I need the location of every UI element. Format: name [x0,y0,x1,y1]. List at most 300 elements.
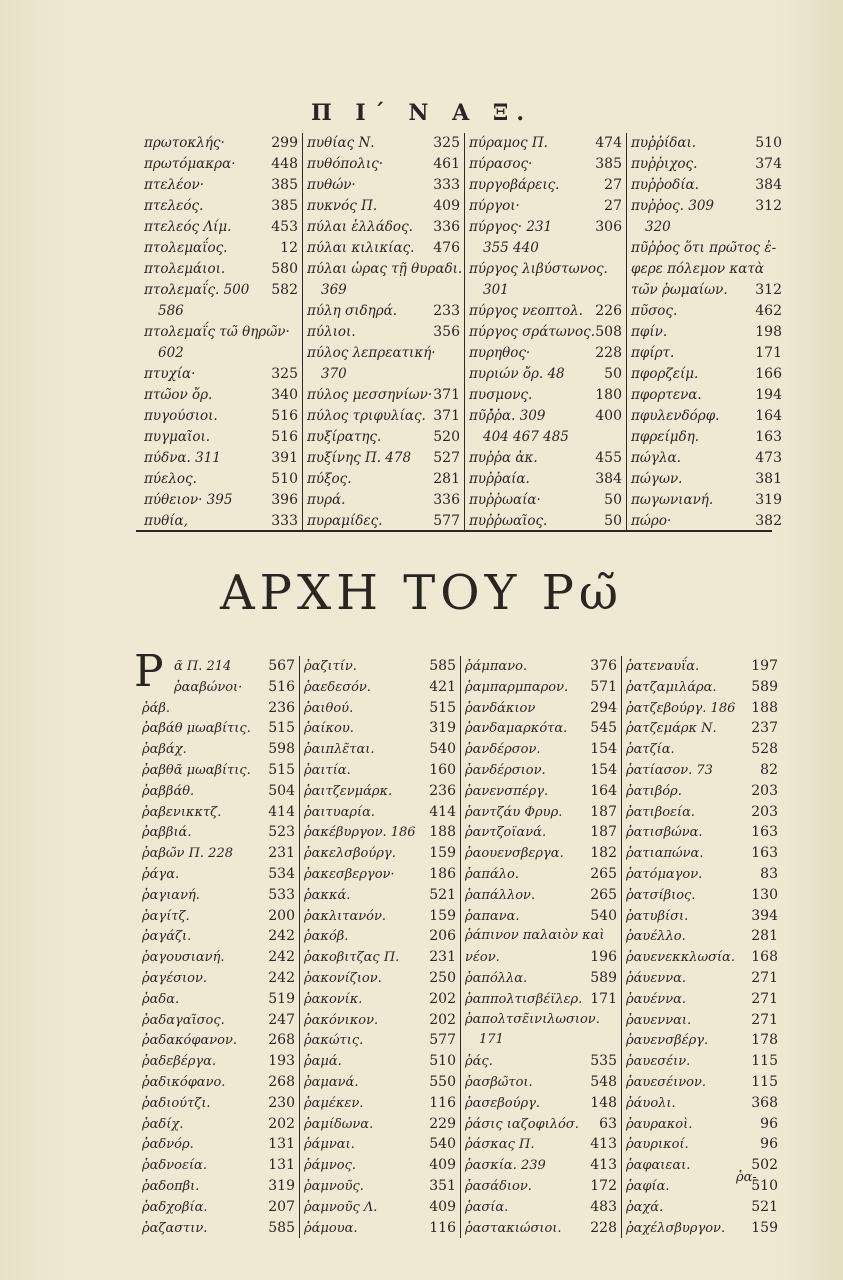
index-entry [140,511,302,532]
index-entry [140,469,302,490]
index-entry [461,656,621,677]
entry-term: ῥαδνόρ. [142,1137,194,1153]
entry-term: πύδνα. 311 [144,450,221,466]
entry-page-number: 598 [268,741,295,758]
entry-page-number: 577 [429,1032,456,1049]
entry-page-number: 571 [590,678,617,695]
index-entry [622,1010,782,1031]
index-column [626,133,786,532]
entry-term: ῥάσις ιαζοφιλόσ. [465,1116,579,1132]
index-entry [303,133,464,154]
entry-page-number: 582 [271,282,298,298]
entry-page-number: 233 [433,303,460,319]
entry-term: ῥαδεβέργα. [142,1054,217,1070]
entry-term: ῥάυεννα. [626,970,687,986]
index-entry [303,427,464,448]
entry-page-number: 163 [755,429,782,445]
entry-term: νέον. [465,950,500,966]
index-entry [303,217,464,238]
entry-term: 370 [321,366,347,382]
entry-term: ῥάμνος. [304,1158,357,1174]
index-entry [140,448,302,469]
index-entry [622,1218,782,1239]
entry-term: ῥαγέσιον. [142,970,207,986]
entry-term: πυξίρατης. [307,429,382,445]
entry-term: πτολεμαΐς. 500 [144,282,250,298]
index-entry [622,1072,782,1093]
index-entry [300,926,460,947]
entry-page-number: 540 [429,1136,456,1153]
entry-page-number: 340 [271,387,298,403]
entry-term: πφυλενδόρφ. [631,408,720,424]
index-entry [138,739,299,760]
entry-page-number: 228 [590,1219,617,1236]
entry-page-number: 504 [268,782,295,799]
index-entry [300,947,460,968]
entry-term: πυῤῥωαία· [469,492,541,508]
entry-page-number: 382 [755,513,782,529]
entry-term: ῥαππολτισβέϊλερ. [465,991,583,1007]
entry-page-number: 168 [751,949,778,966]
index-entry [627,175,786,196]
entry-page-number: 188 [429,824,456,841]
entry-page-number: 371 [433,408,460,424]
entry-page-number: 312 [755,282,782,298]
entry-term: ῥασάδιον. [465,1178,532,1194]
entry-term: ῥακόβ. [304,929,349,945]
entry-page-number: 351 [429,1177,456,1194]
entry-term: ῥαββιά. [142,825,192,841]
entry-page-number: 242 [268,969,295,986]
index-entry [300,781,460,802]
index-entry [138,906,299,927]
entry-term: ῥάβ. [142,700,171,716]
entry-page-number: 580 [271,261,298,277]
index-entry [465,490,626,511]
index-entry [461,1010,621,1031]
entry-page-number: 294 [590,699,617,716]
entry-page-number: 414 [429,803,456,820]
entry-page-number: 231 [429,949,456,966]
index-entry [465,448,626,469]
entry-term: ῥαμπαρμπαρον. [465,679,569,695]
entry-term: ῥάς. [465,1054,493,1070]
entry-term: ῥατιαπώνα. [626,846,704,862]
index-entry [461,677,621,698]
entry-page-number: 268 [268,1073,295,1090]
entry-term: φερε πόλεμον κατὰ [631,261,764,277]
index-entry [461,885,621,906]
entry-page-number: 510 [271,471,298,487]
index-column [134,646,299,1238]
entry-page-number: 171 [590,990,617,1007]
entry-term: πύλος τριφυλίας. [307,408,426,424]
entry-term: ῥακόνικον. [304,1012,379,1028]
entry-term: ῥαστακιώσιοι. [465,1220,562,1236]
entry-term: ῥαιπλε̃ται. [304,742,375,758]
entry-term: ῥαπάλλον. [465,887,536,903]
entry-page-number: 163 [751,824,778,841]
index-entry [300,1155,460,1176]
entry-page-number: 187 [590,824,617,841]
entry-page-number: 510 [429,1053,456,1070]
index-entry [622,1051,782,1072]
entry-page-number: 226 [595,303,622,319]
entry-term: ῥαντζοϊανά. [465,825,547,841]
entry-term: πυθίας Ν. [307,135,375,151]
entry-term: ῥαδιούτζι. [142,1095,211,1111]
entry-term: πυραμίδες. [307,513,383,529]
entry-page-number: 63 [599,1115,617,1132]
index-entry [138,1051,299,1072]
index-column [621,656,782,1238]
index-entry [303,196,464,217]
index-entry [627,343,786,364]
index-entry [300,885,460,906]
catchword: ῥα- [736,1170,757,1185]
index-entry [300,843,460,864]
entry-term: ῥαδνοεία. [142,1158,207,1174]
entry-page-number: 319 [755,492,782,508]
index-entry [140,238,302,259]
index-entry [138,1134,299,1155]
entry-page-number: 172 [590,1177,617,1194]
index-entry [138,989,299,1010]
index-entry [627,511,786,532]
entry-term: ῥαδακόφανον. [142,1033,238,1049]
index-entry [303,469,464,490]
entry-term: πφίρτ. [631,345,675,361]
index-entry [140,322,302,343]
entry-term: πυθών· [307,177,356,193]
index-entry [140,301,302,322]
entry-page-number: 455 [595,450,622,466]
entry-term: πφρείμδη. [631,429,700,445]
entry-page-number: 461 [433,156,460,172]
index-entry [627,196,786,217]
entry-page-number: 154 [590,741,617,758]
entry-term: ῥαιτία. [304,762,351,778]
entry-term: ῥατόμαγον. [626,866,703,882]
entry-page-number: 421 [429,678,456,695]
index-entry [300,760,460,781]
index-entry [138,698,299,719]
entry-term: ῥαμανά. [304,1074,359,1090]
entry-page-number: 409 [429,1157,456,1174]
index-entry [140,427,302,448]
index-entry [461,1134,621,1155]
index-entry [465,385,626,406]
entry-page-number: 453 [271,219,298,235]
entry-page-number: 202 [268,1115,295,1132]
entry-page-number: 116 [429,1094,456,1111]
index-entry [461,1051,621,1072]
index-entry [622,677,782,698]
index-entry [465,301,626,322]
index-entry [627,448,786,469]
index-entry [140,217,302,238]
index-entry [465,322,626,343]
section-divider [136,530,772,532]
index-entry [627,301,786,322]
index-entry [461,1176,621,1197]
index-entry [303,385,464,406]
index-entry [465,511,626,532]
entry-term: ῥαμίδωνα. [304,1116,374,1132]
entry-term: ῥαμέκεν. [304,1095,364,1111]
entry-term: ῥάπινον παλαιὸν καὶ [465,928,605,944]
entry-term: πυθία, [144,513,188,529]
entry-page-number: 159 [751,1219,778,1236]
index-entry [138,1072,299,1093]
entry-term: ῥαιτζενμάρκ. [304,783,393,799]
entry-term: 369 [321,282,347,298]
index-entry [622,1197,782,1218]
index-entry [622,926,782,947]
index-entry [300,1093,460,1114]
entry-page-number: 535 [590,1053,617,1070]
entry-page-number: 131 [268,1136,295,1153]
entry-term: ῥασκία. 239 [465,1158,546,1174]
entry-term: πύραμος Π. [469,135,548,151]
index-entry [465,133,626,154]
entry-page-number: 271 [751,1011,778,1028]
entry-term: πώγλα. [631,450,681,466]
entry-page-number: 197 [751,658,778,674]
entry-page-number: 550 [429,1073,456,1090]
entry-term: ῥαβθᾶ μωαβίτις. [142,762,251,778]
index-entry [461,864,621,885]
index-entry [303,511,464,532]
entry-page-number: 228 [595,345,622,361]
entry-page-number: 448 [271,156,298,172]
index-entry [138,802,299,823]
entry-page-number: 198 [755,324,782,340]
index-entry [300,1197,460,1218]
entry-page-number: 160 [429,761,456,778]
entry-page-number: 194 [755,387,782,403]
index-entry [300,968,460,989]
index-entry [461,822,621,843]
index-entry [140,343,302,364]
entry-page-number: 413 [590,1136,617,1153]
entry-term: πυ̃ῤῥος ὅτι πρω̃τος ἐ- [631,240,777,256]
entry-term: ῥακώτις. [304,1033,364,1049]
entry-term: ῥασβω̃τοι. [465,1074,533,1090]
entry-term: πφορζείμ. [631,366,699,382]
entry-page-number: 265 [590,865,617,882]
entry-page-number: 409 [433,198,460,214]
entry-term: πφίν. [631,324,668,340]
entry-page-number: 391 [271,450,298,466]
entry-page-number: 171 [755,345,782,361]
entry-term: ῥαυέννα. [626,991,687,1007]
entry-term: ῥαβω̃ν Π. 228 [142,846,233,862]
entry-page-number: 356 [433,324,460,340]
entry-page-number: 306 [595,219,622,235]
entry-term: ῥατιβοεία. [626,804,696,820]
entry-term: ῥαβάχ. [142,742,187,758]
index-entry [622,1155,782,1176]
index-column [140,133,302,532]
entry-term: πύθειον· 395 [144,492,233,508]
entry-term: πυγούσιοι. [144,408,218,424]
entry-term: ῥακονίζιον. [304,970,382,986]
index-entry [138,843,299,864]
top-index-block [140,133,786,532]
index-entry [465,343,626,364]
entry-term: πυρηθος· [469,345,531,361]
index-entry [138,718,299,739]
index-entry [138,1155,299,1176]
entry-term: 355 440 [483,240,539,256]
entry-term: ῥαυέλλο. [626,929,686,945]
entry-page-number: 250 [429,969,456,986]
index-entry [138,947,299,968]
entry-term: ῥακεσβεργον· [304,866,395,882]
entry-page-number: 519 [268,990,295,1007]
entry-term: ῥαυενναι. [626,1012,692,1028]
index-entry [303,322,464,343]
entry-page-number: 229 [429,1115,456,1132]
entry-term: πτυχία· [144,366,196,382]
entry-page-number: 534 [268,865,295,882]
index-column [464,133,626,532]
entry-page-number: 325 [271,366,298,382]
entry-page-number: 237 [751,720,778,737]
index-entry [627,259,786,280]
entry-page-number: 473 [755,450,782,466]
index-entry [303,448,464,469]
index-entry [461,718,621,739]
index-entry [300,1030,460,1051]
index-entry [622,1176,782,1197]
entry-page-number: 374 [755,156,782,172]
entry-page-number: 159 [429,845,456,862]
index-entry [140,406,302,427]
entry-term: πύργος σράτωνος. [469,324,595,340]
entry-page-number: 381 [755,471,782,487]
index-entry [138,1010,299,1031]
entry-page-number: 516 [268,678,295,695]
entry-term: ῥακκά. [304,887,351,903]
entry-term: πύλος λεπρεατική· [307,345,436,361]
entry-term: ῥανδέρσιον. [465,762,546,778]
entry-page-number: 271 [751,990,778,1007]
index-entry [465,364,626,385]
entry-term: ῥαουενσβεργα. [465,846,564,862]
index-entry [300,1134,460,1155]
index-entry [622,802,782,823]
entry-term: πρωτοκλής· [144,135,225,151]
index-entry [300,989,460,1010]
entry-term: ῥαυενεκκλωσία. [626,950,735,966]
entry-page-number: 154 [590,761,617,778]
entry-page-number: 271 [751,969,778,986]
entry-page-number: 131 [268,1157,295,1174]
entry-page-number: 515 [268,761,295,778]
entry-page-number: 203 [751,782,778,799]
entry-page-number: 385 [271,198,298,214]
entry-term: ῥαδικόφανο. [142,1074,226,1090]
entry-page-number: 476 [433,240,460,256]
index-entry [300,1218,460,1239]
entry-page-number: 50 [604,492,622,508]
entry-term: πτω̃ον ὄρ. [144,387,213,403]
entry-page-number: 400 [595,408,622,424]
entry-term: πύλος μεσσηνίων· [307,387,433,403]
entry-term: ῥαδαγαι̃σος. [142,1012,225,1028]
entry-term: ῥαπάλο. [465,866,519,882]
entry-page-number: 540 [590,907,617,924]
entry-page-number: 202 [429,990,456,1007]
entry-term: 171 [479,1032,504,1048]
entry-term: πύργος λιβύστωνος. [469,261,608,277]
entry-term: ῥαχέλσβυργον. [626,1220,726,1236]
entry-term: ῥαχά. [626,1199,664,1215]
entry-term: ῥακλιτανόν. [304,908,387,924]
entry-term: πφορτενα. [631,387,702,403]
entry-term: πύελος. [144,471,197,487]
index-entry [138,864,299,885]
index-entry [138,760,299,781]
index-entry [622,1134,782,1155]
index-entry [140,490,302,511]
entry-page-number: 96 [760,1136,778,1153]
index-entry [622,760,782,781]
entry-term: ῥαιθού. [304,700,354,716]
entry-term: πύλαι ὡρας τῃ̃ θυραδι. [307,261,463,277]
entry-page-number: 409 [429,1198,456,1215]
entry-term: ῥακελσβούργ. [304,846,396,862]
entry-term: ῥαίκου. [304,721,354,737]
index-entry [622,885,782,906]
entry-term: πυξίνης Π. 478 [307,450,412,466]
entry-page-number: 527 [433,450,460,466]
entry-term: ῥάμπανο. [465,659,528,674]
entry-page-number: 207 [268,1198,295,1215]
entry-term: ῥανδέρσον. [465,742,541,758]
index-entry [465,217,626,238]
entry-page-number: 164 [590,782,617,799]
index-entry [300,802,460,823]
index-entry [461,1197,621,1218]
entry-page-number: 116 [429,1219,456,1236]
index-entry [622,989,782,1010]
index-entry [622,947,782,968]
index-entry [627,427,786,448]
index-entry [461,760,621,781]
entry-page-number: 510 [751,1177,778,1194]
entry-term: ῥαπολτσε̃ινιλωσιον. [465,1011,600,1027]
entry-page-number: 187 [590,803,617,820]
entry-term: πτολεμάιοι. [144,261,226,277]
entry-term: ῥακέβυργον. 186 [304,825,416,841]
entry-term: ῥατζεμάρκ Ν. [626,721,717,737]
entry-term: ῥαυενσβέργ. [626,1033,709,1049]
index-entry [300,1176,460,1197]
index-entry [622,1114,782,1135]
index-entry [303,490,464,511]
index-entry [461,906,621,927]
entry-page-number: 325 [433,135,460,151]
entry-term: πυρά. [307,492,346,508]
index-entry [300,1072,460,1093]
entry-page-number: 368 [751,1094,778,1111]
entry-term: 404 467 485 [483,429,569,445]
index-entry [140,154,302,175]
entry-page-number: 50 [604,366,622,382]
